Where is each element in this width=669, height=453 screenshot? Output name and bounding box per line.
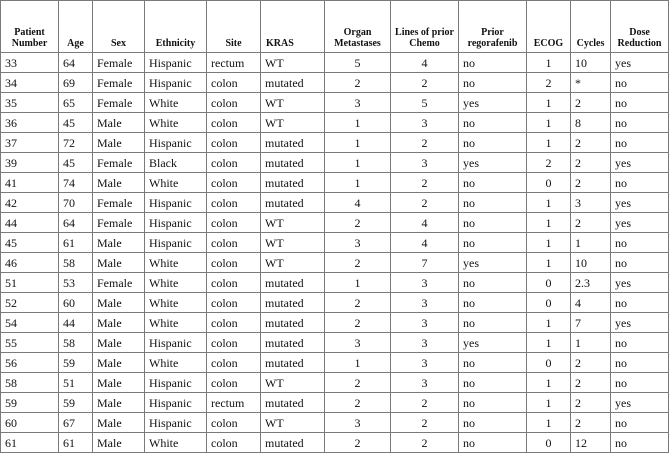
table-row <box>1 413 669 433</box>
table-row <box>1 53 669 73</box>
cell-lines-prior-chemo: 2 <box>391 193 459 213</box>
cell-dose-reduction: no <box>611 413 669 433</box>
cell-dose-reduction: yes <box>611 213 669 233</box>
cell-ecog: 1 <box>527 313 571 333</box>
cell-dose-reduction: no <box>611 73 669 93</box>
cell-kras: mutated <box>261 193 325 213</box>
cell-ecog: 0 <box>527 293 571 313</box>
cell-ethnicity: Hispanic <box>145 233 207 253</box>
cell-ecog: 0 <box>527 173 571 193</box>
cell-organ-metastases: 1 <box>325 273 391 293</box>
cell-dose-reduction: yes <box>611 153 669 173</box>
cell-patient-number: 45 <box>1 233 59 253</box>
cell-patient-number: 51 <box>1 273 59 293</box>
cell-age: 72 <box>59 133 93 153</box>
cell-kras: mutated <box>261 393 325 413</box>
cell-age: 61 <box>59 233 93 253</box>
header-ethnicity: Ethnicity <box>145 1 207 53</box>
cell-cycles: 1 <box>571 233 611 253</box>
cell-organ-metastases: 2 <box>325 313 391 333</box>
table-body <box>1 53 669 453</box>
cell-lines-prior-chemo: 2 <box>391 393 459 413</box>
cell-ethnicity: Hispanic <box>145 53 207 73</box>
table-row <box>1 213 669 233</box>
cell-prior-regorafenib: no <box>459 213 527 233</box>
header-cycles: Cycles <box>571 1 611 53</box>
table-row <box>1 133 669 153</box>
cell-kras: WT <box>261 373 325 393</box>
table-row <box>1 373 669 393</box>
cell-ethnicity: Hispanic <box>145 73 207 93</box>
cell-kras: mutated <box>261 353 325 373</box>
cell-lines-prior-chemo: 4 <box>391 213 459 233</box>
cell-patient-number: 61 <box>1 433 59 453</box>
cell-patient-number: 52 <box>1 293 59 313</box>
cell-dose-reduction: no <box>611 93 669 113</box>
table-row <box>1 153 669 173</box>
cell-prior-regorafenib: no <box>459 293 527 313</box>
cell-lines-prior-chemo: 2 <box>391 133 459 153</box>
table-row <box>1 93 669 113</box>
cell-prior-regorafenib: no <box>459 313 527 333</box>
cell-site: colon <box>207 153 261 173</box>
cell-site: colon <box>207 413 261 433</box>
table-row <box>1 193 669 213</box>
cell-organ-metastases: 1 <box>325 173 391 193</box>
cell-prior-regorafenib: yes <box>459 253 527 273</box>
cell-sex: Male <box>93 433 145 453</box>
cell-age: 70 <box>59 193 93 213</box>
cell-lines-prior-chemo: 3 <box>391 273 459 293</box>
cell-ecog: 1 <box>527 333 571 353</box>
cell-ecog: 1 <box>527 373 571 393</box>
cell-age: 58 <box>59 253 93 273</box>
header-kras: KRAS <box>261 1 325 53</box>
cell-age: 58 <box>59 333 93 353</box>
cell-sex: Female <box>93 53 145 73</box>
cell-ecog: 1 <box>527 213 571 233</box>
cell-patient-number: 42 <box>1 193 59 213</box>
cell-sex: Female <box>93 193 145 213</box>
cell-lines-prior-chemo: 3 <box>391 113 459 133</box>
table-row <box>1 173 669 193</box>
cell-kras: mutated <box>261 153 325 173</box>
cell-organ-metastases: 2 <box>325 293 391 313</box>
cell-sex: Male <box>93 313 145 333</box>
table-row <box>1 253 669 273</box>
cell-sex: Male <box>93 233 145 253</box>
cell-patient-number: 46 <box>1 253 59 273</box>
table-row <box>1 433 669 453</box>
cell-patient-number: 55 <box>1 333 59 353</box>
cell-patient-number: 37 <box>1 133 59 153</box>
cell-organ-metastases: 4 <box>325 193 391 213</box>
cell-lines-prior-chemo: 5 <box>391 93 459 113</box>
cell-dose-reduction: no <box>611 113 669 133</box>
header-prior-regorafenib: Prior regorafenib <box>459 1 527 53</box>
cell-sex: Male <box>93 333 145 353</box>
cell-sex: Male <box>93 353 145 373</box>
cell-ecog: 1 <box>527 53 571 73</box>
cell-prior-regorafenib: no <box>459 193 527 213</box>
table-row <box>1 293 669 313</box>
header-organ-metastases: Organ Metastases <box>325 1 391 53</box>
cell-sex: Male <box>93 393 145 413</box>
cell-ethnicity: White <box>145 353 207 373</box>
cell-patient-number: 54 <box>1 313 59 333</box>
cell-age: 45 <box>59 153 93 173</box>
cell-ethnicity: White <box>145 93 207 113</box>
cell-sex: Male <box>93 293 145 313</box>
cell-age: 74 <box>59 173 93 193</box>
cell-ecog: 2 <box>527 73 571 93</box>
cell-age: 44 <box>59 313 93 333</box>
cell-kras: mutated <box>261 313 325 333</box>
cell-cycles: 4 <box>571 293 611 313</box>
cell-dose-reduction: no <box>611 373 669 393</box>
cell-cycles: 10 <box>571 53 611 73</box>
cell-cycles: 2 <box>571 413 611 433</box>
cell-cycles: 7 <box>571 313 611 333</box>
cell-sex: Male <box>93 173 145 193</box>
cell-dose-reduction: no <box>611 333 669 353</box>
cell-cycles: 10 <box>571 253 611 273</box>
cell-sex: Female <box>93 213 145 233</box>
table-row <box>1 233 669 253</box>
cell-age: 67 <box>59 413 93 433</box>
cell-dose-reduction: yes <box>611 273 669 293</box>
cell-ethnicity: Hispanic <box>145 393 207 413</box>
cell-prior-regorafenib: no <box>459 433 527 453</box>
cell-ethnicity: Hispanic <box>145 213 207 233</box>
cell-site: colon <box>207 193 261 213</box>
cell-age: 69 <box>59 73 93 93</box>
cell-cycles: 2 <box>571 213 611 233</box>
cell-cycles: 3 <box>571 193 611 213</box>
cell-lines-prior-chemo: 3 <box>391 293 459 313</box>
cell-organ-metastases: 3 <box>325 333 391 353</box>
cell-organ-metastases: 2 <box>325 433 391 453</box>
cell-kras: mutated <box>261 173 325 193</box>
cell-site: colon <box>207 433 261 453</box>
cell-cycles: 8 <box>571 113 611 133</box>
header-row <box>1 1 669 53</box>
cell-lines-prior-chemo: 4 <box>391 53 459 73</box>
cell-ethnicity: Hispanic <box>145 413 207 433</box>
cell-prior-regorafenib: yes <box>459 333 527 353</box>
cell-dose-reduction: no <box>611 433 669 453</box>
table-row <box>1 333 669 353</box>
cell-prior-regorafenib: no <box>459 133 527 153</box>
cell-organ-metastases: 1 <box>325 353 391 373</box>
cell-kras: mutated <box>261 333 325 353</box>
cell-dose-reduction: no <box>611 293 669 313</box>
cell-kras: WT <box>261 93 325 113</box>
cell-age: 53 <box>59 273 93 293</box>
cell-cycles: 2 <box>571 153 611 173</box>
cell-lines-prior-chemo: 7 <box>391 253 459 273</box>
cell-ecog: 1 <box>527 193 571 213</box>
cell-ecog: 1 <box>527 413 571 433</box>
cell-ethnicity: White <box>145 313 207 333</box>
cell-ecog: 0 <box>527 433 571 453</box>
cell-cycles: 2 <box>571 353 611 373</box>
cell-site: colon <box>207 373 261 393</box>
cell-prior-regorafenib: no <box>459 353 527 373</box>
cell-patient-number: 39 <box>1 153 59 173</box>
cell-dose-reduction: no <box>611 133 669 153</box>
header-lines-prior-chemo: Lines of prior Chemo <box>391 1 459 53</box>
cell-cycles: 2 <box>571 93 611 113</box>
cell-age: 60 <box>59 293 93 313</box>
cell-lines-prior-chemo: 4 <box>391 233 459 253</box>
cell-site: colon <box>207 333 261 353</box>
cell-site: colon <box>207 353 261 373</box>
cell-cycles: 1 <box>571 333 611 353</box>
cell-organ-metastases: 1 <box>325 133 391 153</box>
cell-patient-number: 36 <box>1 113 59 133</box>
cell-ethnicity: White <box>145 273 207 293</box>
cell-site: colon <box>207 233 261 253</box>
cell-age: 65 <box>59 93 93 113</box>
cell-age: 64 <box>59 53 93 73</box>
cell-ethnicity: White <box>145 293 207 313</box>
table-row <box>1 73 669 93</box>
cell-organ-metastases: 3 <box>325 413 391 433</box>
cell-lines-prior-chemo: 2 <box>391 413 459 433</box>
header-site: Site <box>207 1 261 53</box>
header-dose-reduction: Dose Reduction <box>611 1 669 53</box>
table-row <box>1 353 669 373</box>
cell-dose-reduction: no <box>611 353 669 373</box>
cell-dose-reduction: no <box>611 173 669 193</box>
cell-sex: Male <box>93 373 145 393</box>
cell-prior-regorafenib: yes <box>459 93 527 113</box>
cell-dose-reduction: yes <box>611 53 669 73</box>
cell-patient-number: 34 <box>1 73 59 93</box>
cell-ecog: 1 <box>527 233 571 253</box>
cell-dose-reduction: yes <box>611 393 669 413</box>
cell-organ-metastases: 2 <box>325 253 391 273</box>
cell-site: colon <box>207 253 261 273</box>
cell-prior-regorafenib: no <box>459 53 527 73</box>
cell-site: colon <box>207 273 261 293</box>
cell-patient-number: 41 <box>1 173 59 193</box>
cell-sex: Female <box>93 153 145 173</box>
cell-ecog: 0 <box>527 273 571 293</box>
cell-lines-prior-chemo: 2 <box>391 433 459 453</box>
cell-site: colon <box>207 113 261 133</box>
cell-prior-regorafenib: no <box>459 113 527 133</box>
cell-site: rectum <box>207 53 261 73</box>
cell-cycles: 2 <box>571 173 611 193</box>
cell-lines-prior-chemo: 2 <box>391 173 459 193</box>
cell-prior-regorafenib: yes <box>459 153 527 173</box>
cell-sex: Female <box>93 93 145 113</box>
cell-prior-regorafenib: no <box>459 393 527 413</box>
cell-ecog: 1 <box>527 393 571 413</box>
cell-patient-number: 59 <box>1 393 59 413</box>
cell-kras: mutated <box>261 133 325 153</box>
cell-cycles: 12 <box>571 433 611 453</box>
cell-patient-number: 60 <box>1 413 59 433</box>
table-row <box>1 273 669 293</box>
cell-prior-regorafenib: no <box>459 173 527 193</box>
header-ecog: ECOG <box>527 1 571 53</box>
header-patient-number: Patient Number <box>1 1 59 53</box>
cell-organ-metastases: 3 <box>325 93 391 113</box>
cell-lines-prior-chemo: 3 <box>391 353 459 373</box>
cell-ethnicity: White <box>145 173 207 193</box>
cell-prior-regorafenib: no <box>459 413 527 433</box>
cell-ethnicity: White <box>145 253 207 273</box>
cell-kras: WT <box>261 253 325 273</box>
table-row <box>1 113 669 133</box>
cell-organ-metastases: 1 <box>325 113 391 133</box>
cell-ecog: 1 <box>527 133 571 153</box>
cell-ethnicity: White <box>145 433 207 453</box>
cell-organ-metastases: 1 <box>325 153 391 173</box>
cell-site: colon <box>207 313 261 333</box>
cell-prior-regorafenib: no <box>459 233 527 253</box>
cell-sex: Male <box>93 133 145 153</box>
cell-cycles: 2 <box>571 393 611 413</box>
cell-sex: Female <box>93 273 145 293</box>
cell-prior-regorafenib: no <box>459 273 527 293</box>
cell-kras: WT <box>261 233 325 253</box>
cell-age: 59 <box>59 353 93 373</box>
cell-ethnicity: Hispanic <box>145 333 207 353</box>
cell-dose-reduction: yes <box>611 193 669 213</box>
cell-ethnicity: Black <box>145 153 207 173</box>
header-age: Age <box>59 1 93 53</box>
table-row <box>1 393 669 413</box>
cell-kras: mutated <box>261 293 325 313</box>
cell-ecog: 2 <box>527 153 571 173</box>
cell-kras: WT <box>261 113 325 133</box>
cell-ethnicity: Hispanic <box>145 373 207 393</box>
cell-lines-prior-chemo: 3 <box>391 313 459 333</box>
cell-organ-metastases: 2 <box>325 373 391 393</box>
cell-lines-prior-chemo: 3 <box>391 333 459 353</box>
cell-dose-reduction: no <box>611 253 669 273</box>
cell-organ-metastases: 2 <box>325 393 391 413</box>
cell-site: colon <box>207 93 261 113</box>
cell-age: 59 <box>59 393 93 413</box>
cell-patient-number: 44 <box>1 213 59 233</box>
cell-patient-number: 56 <box>1 353 59 373</box>
cell-site: colon <box>207 173 261 193</box>
cell-site: colon <box>207 133 261 153</box>
table-row <box>1 313 669 333</box>
cell-kras: WT <box>261 213 325 233</box>
cell-age: 45 <box>59 113 93 133</box>
cell-sex: Male <box>93 413 145 433</box>
cell-organ-metastases: 3 <box>325 233 391 253</box>
cell-ecog: 1 <box>527 93 571 113</box>
cell-sex: Female <box>93 73 145 93</box>
cell-cycles: * <box>571 73 611 93</box>
cell-patient-number: 58 <box>1 373 59 393</box>
cell-age: 64 <box>59 213 93 233</box>
cell-kras: mutated <box>261 73 325 93</box>
cell-ecog: 0 <box>527 353 571 373</box>
cell-age: 61 <box>59 433 93 453</box>
cell-ethnicity: White <box>145 113 207 133</box>
cell-site: colon <box>207 213 261 233</box>
cell-site: colon <box>207 293 261 313</box>
cell-kras: WT <box>261 53 325 73</box>
cell-kras: mutated <box>261 273 325 293</box>
cell-ethnicity: Hispanic <box>145 133 207 153</box>
cell-prior-regorafenib: no <box>459 373 527 393</box>
cell-cycles: 2 <box>571 133 611 153</box>
header-sex: Sex <box>93 1 145 53</box>
cell-prior-regorafenib: no <box>459 73 527 93</box>
cell-kras: mutated <box>261 433 325 453</box>
cell-sex: Male <box>93 253 145 273</box>
cell-patient-number: 35 <box>1 93 59 113</box>
cell-ecog: 1 <box>527 113 571 133</box>
cell-dose-reduction: no <box>611 233 669 253</box>
cell-site: colon <box>207 73 261 93</box>
cell-cycles: 2 <box>571 373 611 393</box>
cell-ethnicity: Hispanic <box>145 193 207 213</box>
cell-lines-prior-chemo: 3 <box>391 153 459 173</box>
cell-dose-reduction: yes <box>611 313 669 333</box>
cell-organ-metastases: 5 <box>325 53 391 73</box>
cell-organ-metastases: 2 <box>325 213 391 233</box>
cell-organ-metastases: 2 <box>325 73 391 93</box>
cell-site: rectum <box>207 393 261 413</box>
cell-lines-prior-chemo: 2 <box>391 73 459 93</box>
cell-cycles: 2.3 <box>571 273 611 293</box>
cell-ecog: 1 <box>527 253 571 273</box>
cell-kras: WT <box>261 413 325 433</box>
cell-sex: Male <box>93 113 145 133</box>
cell-patient-number: 33 <box>1 53 59 73</box>
table-header <box>1 1 669 53</box>
cell-age: 51 <box>59 373 93 393</box>
cell-lines-prior-chemo: 3 <box>391 373 459 393</box>
